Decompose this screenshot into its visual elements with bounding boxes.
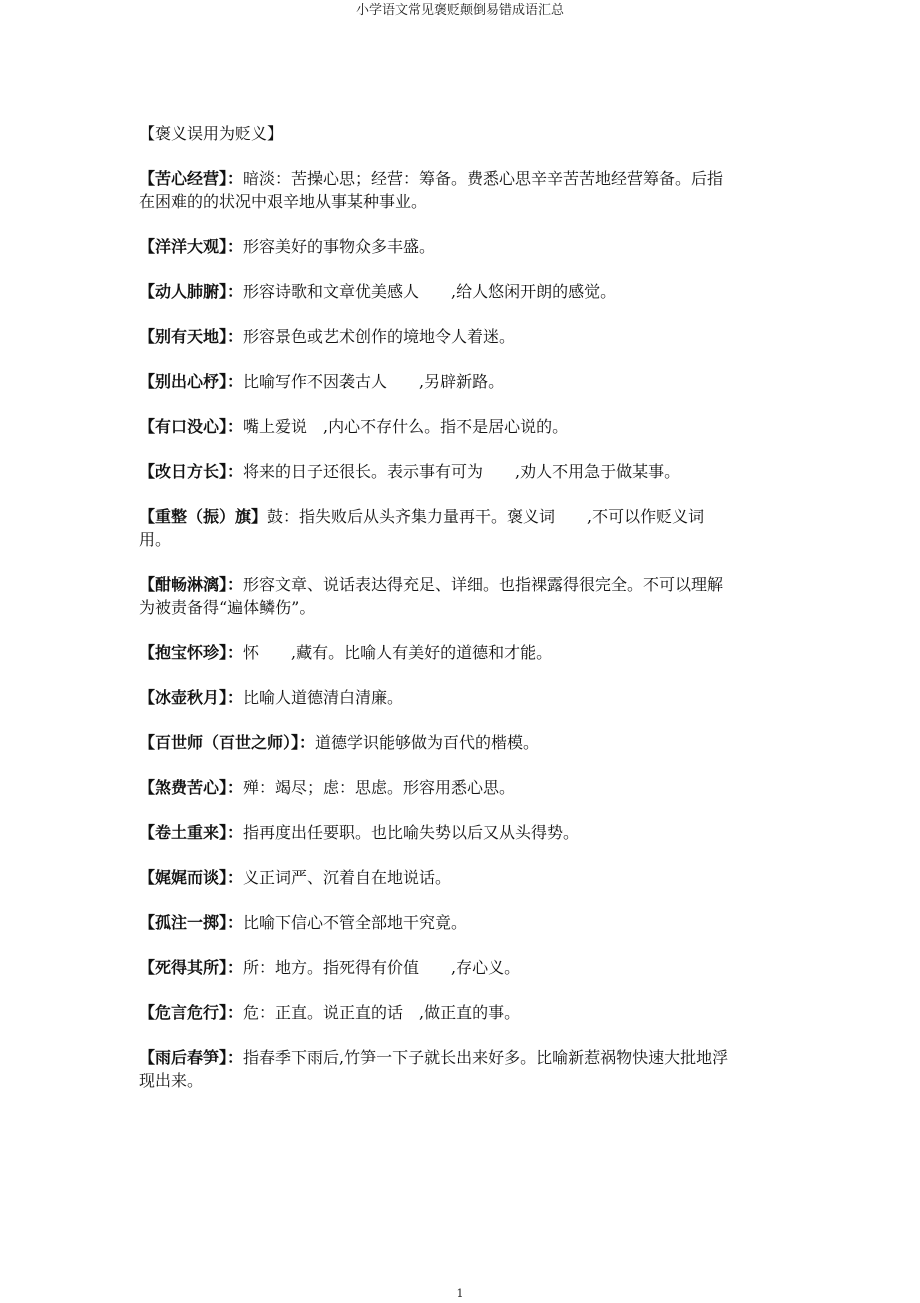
idiom-term: 【卷土重来】： [139,823,244,842]
idiom-entry [139,956,735,979]
idiom-entry [139,325,735,348]
idiom-term: 【动人肺腑】： [139,282,244,301]
idiom-term: 【苦心经营】： [139,169,244,188]
idiom-entry [139,866,735,889]
idiom-entry [139,821,735,844]
idiom-definition: 道德学识能够做为百代的楷模。 [315,733,540,752]
idiom-definition: 怀 ,藏有。比喻人有美好的道德和才能。 [243,643,553,662]
idiom-entry [139,1046,735,1092]
page-header: 小学语文常见褒贬颠倒易错成语汇总 [355,3,564,18]
idiom-entry [139,1001,735,1024]
idiom-term: 【抱宝怀珍】： [139,643,244,662]
idiom-term: 【有口没心】： [139,417,244,436]
idiom-entry [139,686,735,709]
idiom-entry [139,167,735,213]
idiom-definition: 指春季下雨后,竹笋一下子就长出来好多。比喻新惹祸物快速大批地浮现出来。 [139,1048,729,1090]
idiom-definition: 比喻人道德清白清廉。 [243,688,404,707]
idiom-entry [139,731,735,754]
idiom-definition: 形容文章、说话表达得充足、详细。也指裸露得很完全。不可以理解为被责备得“遍体鳞伤”。 [139,575,724,617]
idiom-entry [139,460,735,483]
idiom-term: 【死得其所】： [139,958,244,977]
idiom-term: 【改日方长】： [139,462,244,481]
idiom-term: 【别有天地】： [139,327,244,346]
idiom-entry [139,641,735,664]
idiom-entry [139,776,735,799]
idiom-entry [139,573,735,619]
idiom-entry [139,280,735,303]
idiom-entry [139,911,735,934]
idiom-definition: 殚：竭尽；虑：思虑。形容用悉心思。 [243,778,516,797]
idiom-definition: 暗淡：苦操心思；经营：筹备。费悉心思辛辛苦苦地经营筹备。后指在困难的的状况中艰辛地从事某种事业。 [139,169,724,211]
idiom-entry [139,235,735,258]
idiom-definition: 比喻下信心不管全部地干究竟。 [243,913,468,932]
idiom-definition: 将来的日子还很长。表示事有可为 ,劝人不用急于做某事。 [243,462,681,481]
idiom-definition: 形容景色或艺术创作的境地令人着迷。 [243,327,516,346]
idiom-definition: 危：正直。说正直的话 ,做正直的事。 [243,1003,521,1022]
idiom-term: 【别出心杼】： [139,372,244,391]
page-number: 1 [456,1287,464,1300]
section-title: 【褒义误用为贬义】 [139,124,284,143]
idiom-definition: 鼓：指失败后从头齐集力量再干。褒义词 ,不可以作贬义词用。 [139,507,705,549]
idiom-definition: 嘴上爱说 ,内心不存什么。指不是居心说的。 [243,417,569,436]
idiom-term: 【酣畅淋漓】： [139,575,244,594]
idiom-term: 【危言危行】： [139,1003,244,1022]
idiom-term: 【雨后春笋】： [139,1048,244,1067]
idiom-definition: 指再度出任要职。也比喻失势以后又从头得势。 [243,823,580,842]
idiom-definition: 所：地方。指死得有价值 ,存心义。 [243,958,521,977]
idiom-term: 【洋洋大观】： [139,237,244,256]
idiom-definition: 比喻写作不因袭古人 ,另辟新路。 [243,372,505,391]
idiom-entry [139,370,735,393]
document-body [139,122,735,1114]
idiom-entry [139,505,735,551]
idiom-term: 【冰壶秋月】： [139,688,244,707]
idiom-definition: 形容诗歌和文章优美感人 ,给人悠闲开朗的感觉。 [243,282,617,301]
idiom-term: 【百世师（百世之师）】： [139,733,316,752]
idiom-term: 【煞费苦心】： [139,778,244,797]
idiom-term: 【娓娓而谈】： [139,868,244,887]
idiom-entry [139,415,735,438]
idiom-definition: 形容美好的事物众多丰盛。 [243,237,436,256]
idiom-term: 【重整（振）旗】 [139,507,268,526]
idiom-definition: 义正词严、沉着自在地说话。 [243,868,452,887]
entry-list [139,167,735,1092]
idiom-term: 【孤注一掷】： [139,913,244,932]
